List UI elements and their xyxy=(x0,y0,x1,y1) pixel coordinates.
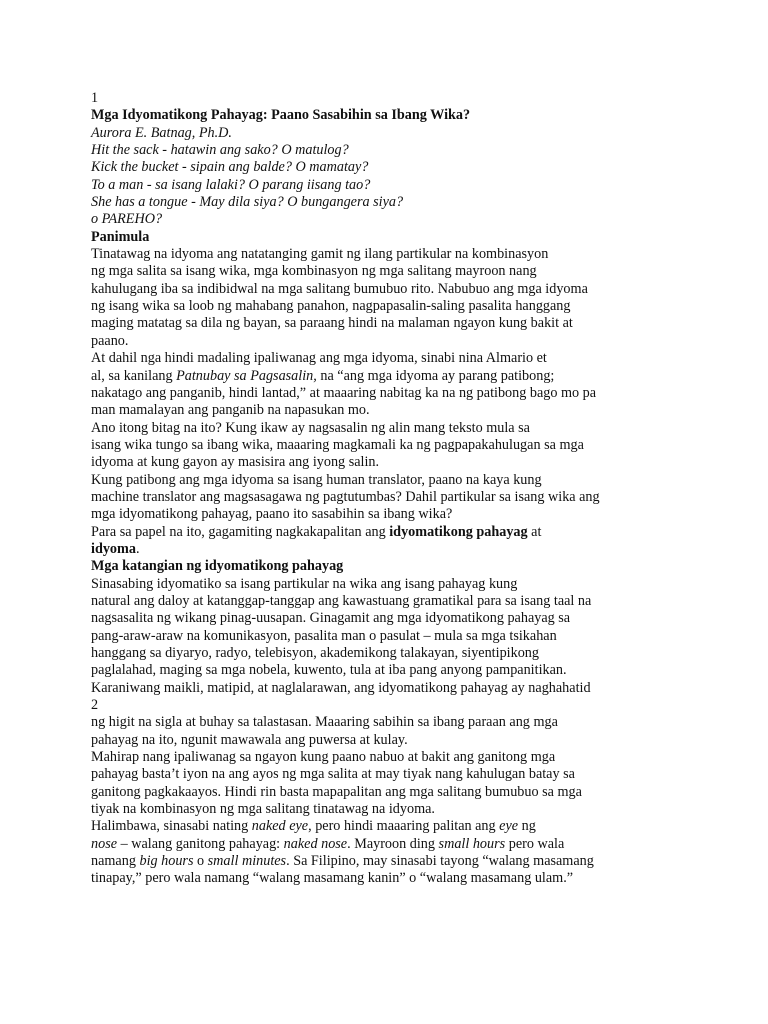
text-run: . Sa Filipino, may sinasabi tayong “walang masamang xyxy=(286,853,594,870)
text-run: , pero hindi maaaring palitan ang xyxy=(308,818,500,835)
text-line: nakatago ang panganib, hindi lantad,” at maaaring nabitag ka na ng patibong bago mo pa xyxy=(91,384,597,401)
example-term: small minutes xyxy=(207,853,287,870)
epigraph-line: To a man - sa isang lalaki? O parang iisang tao? xyxy=(91,176,371,193)
text-line: Ano itong bitag na ito? Kung ikaw ay nagsasalin ng alin mang teksto mula sa xyxy=(91,419,530,436)
text-line: pang-araw-araw na komunikasyon, pasalita man o pasulat – mula sa mga tsikahan xyxy=(91,627,557,644)
text-run: al, sa kanilang xyxy=(91,367,177,384)
example-term: naked eye xyxy=(251,818,309,835)
text-line xyxy=(91,368,731,385)
example-term: big hours xyxy=(139,853,194,870)
text-line: tinapay,” pero wala namang “walang masamang kanin” o “walang masamang ulam.” xyxy=(91,870,574,887)
example-term: nose xyxy=(91,835,118,852)
text-line: Kung patibong ang mga idyoma sa isang human translator, paano na kaya kung xyxy=(91,471,542,488)
author-line: Aurora E. Batnag, Ph.D. xyxy=(91,124,232,141)
text-line xyxy=(91,524,731,541)
text-line xyxy=(91,836,731,853)
bold-term: idyoma xyxy=(91,540,136,557)
paragraph xyxy=(91,714,731,749)
text-run: o xyxy=(193,853,208,870)
paragraph xyxy=(91,749,731,818)
text-line: paglalahad, maging sa mga nobela, kuwento, tula at iba pang anyong pampanitikan. xyxy=(91,662,567,679)
text-line: hanggang sa diyaryo, radyo, telebisyon, akademikong talakayan, siyentipikong xyxy=(91,645,539,661)
section-heading: Panimula xyxy=(91,228,150,245)
book-title: Patnubay sa Pagsasalin, xyxy=(176,367,317,384)
text-line: ng higit na sigla at buhay sa talastasan. Maaaring sabihin sa ibang paraan ang mga xyxy=(91,714,558,731)
text-run: pero wala xyxy=(505,835,565,852)
epigraph xyxy=(91,142,731,229)
text-line: mga idyomatikong pahayag, paano ito sasabihin sa ibang wika? xyxy=(91,506,453,523)
text-line xyxy=(91,818,731,835)
page-number: 2 xyxy=(91,697,99,714)
text-run: at xyxy=(527,523,542,540)
text-line: ganitong pagkakaayos. Hindi rin basta mapapalitan ang mga salitang bumubuo sa mga xyxy=(91,783,582,800)
example-term: small hours xyxy=(438,835,506,852)
page-number: 1 xyxy=(91,90,99,106)
text-run: – walang ganitong pahayag: xyxy=(117,835,284,852)
epigraph-line: Kick the bucket - sipain ang balde? O mamatay? xyxy=(91,159,369,176)
epigraph-line: She has a tongue - May dila siya? O bungangera siya? xyxy=(91,194,404,211)
text-line: paano. xyxy=(91,332,129,349)
text-run: ng xyxy=(518,818,536,835)
text-line: pahayag na ito, ngunit mawawala ang puwersa at kulay. xyxy=(91,731,408,748)
text-line: idyoma at kung gayon ay masisira ang iyong salin. xyxy=(91,454,380,471)
text-line xyxy=(91,853,731,870)
text-run: . Mayroon ding xyxy=(347,835,439,852)
text-line: At dahil nga hindi madaling ipaliwanag ang mga idyoma, sinabi nina Almario et xyxy=(91,350,547,367)
text-line: man mamalayan ang panganib na napasukan mo. xyxy=(91,402,370,419)
document-page xyxy=(91,90,731,888)
paragraph xyxy=(91,576,731,697)
text-line: Mahirap nang ipaliwanag sa ngayon kung paano nabuo at bakit ang ganitong mga xyxy=(91,749,556,766)
text-line: maging matatag sa dila ng bayan, sa paraang hindi na malaman ngayon kung bakit at xyxy=(91,315,573,332)
text-line: Tinatawag na idyoma ang natatanging gamit ng ilang partikular na kombinasyon xyxy=(91,246,549,263)
paragraph xyxy=(91,420,731,472)
document-title: Mga Idyomatikong Pahayag: Paano Sasabihin sa Ibang Wika? xyxy=(91,107,471,124)
text-line: ng isang wika sa loob ng mahabang panahon, nagpapasalin-saling pasalita hanggang xyxy=(91,298,571,315)
paragraph xyxy=(91,524,731,559)
text-line: nagsasalita ng wikang pinag-uusapan. Ginagamit ang mga idyomatikong pahayag sa xyxy=(91,610,571,627)
paragraph xyxy=(91,472,731,524)
example-term: naked nose xyxy=(283,835,348,852)
text-run: . xyxy=(135,540,140,557)
text-line: machine translator ang magsasagawa ng pagtutumbas? Dahil partikular sa isang wika ang xyxy=(91,488,600,505)
bold-term: idyomatikong pahayag xyxy=(389,523,528,540)
epigraph-line: Hit the sack - hatawin ang sako? O matulog? xyxy=(91,142,349,159)
paragraph xyxy=(91,350,731,419)
text-run: Halimbawa, sinasabi nating xyxy=(91,818,252,835)
text-run: Para sa papel na ito, gagamiting nagkakapalitan ang xyxy=(91,523,390,540)
text-line: Sinasabing idyomatiko sa isang partikular na wika ang isang pahayag kung xyxy=(91,575,518,592)
epigraph-line: o PAREHO? xyxy=(91,211,163,228)
example-term: eye xyxy=(499,818,519,835)
text-line xyxy=(91,541,731,558)
paragraph xyxy=(91,818,731,887)
text-line: isang wika tungo sa ibang wika, maaaring magkamali ka ng pagpapakahulugan sa mga xyxy=(91,436,584,453)
section-heading: Mga katangian ng idyomatikong pahayag xyxy=(91,558,344,575)
text-line: pahayag basta’t iyon na ang ayos ng mga salita at may tiyak nang kahulugan batay sa xyxy=(91,766,575,783)
text-line: ng mga salita sa isang wika, mga kombinasyon ng mga salitang mayroon nang xyxy=(91,263,537,280)
text-line: kahulugang iba sa indibidwal na mga salitang bumubuo rito. Nabubuo ang mga idyoma xyxy=(91,280,588,297)
text-run: na “ang mga idyoma ay parang patibong; xyxy=(316,367,555,384)
text-line: tiyak na kombinasyon ng mga salitang tinatawag na idyoma. xyxy=(91,801,435,818)
paragraph xyxy=(91,246,731,350)
text-line: Karaniwang maikli, matipid, at naglalarawan, ang idyomatikong pahayag ay naghahatid xyxy=(91,679,591,696)
text-line: natural ang daloy at katanggap-tanggap ang kawastuang gramatikal para sa isang taal na xyxy=(91,592,592,609)
text-run: namang xyxy=(91,853,140,870)
